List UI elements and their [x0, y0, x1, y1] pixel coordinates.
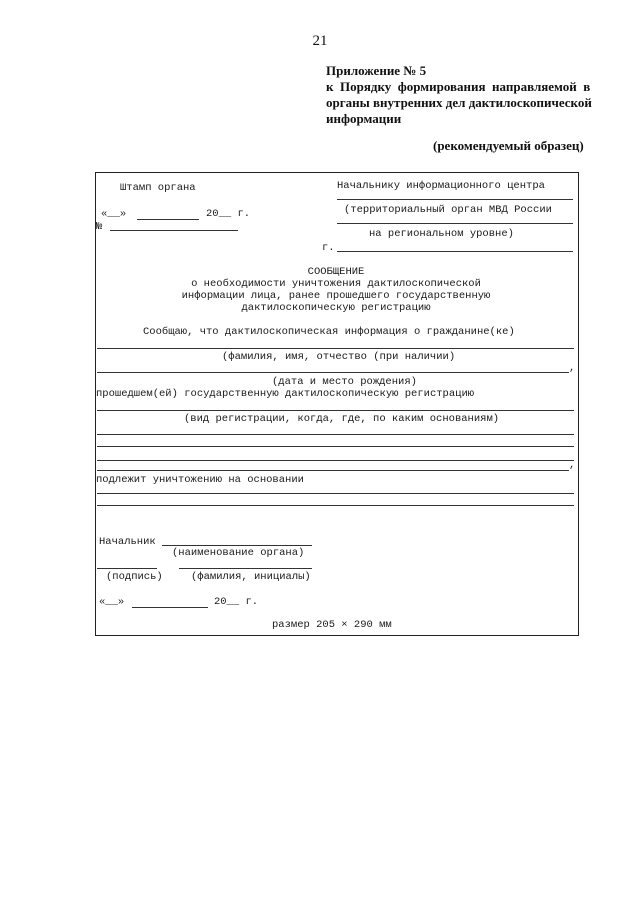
- date-bottom-month-line[interactable]: [132, 607, 208, 608]
- form-title: СООБЩЕНИЕ: [307, 266, 365, 278]
- date-year: 20__ г.: [206, 208, 251, 220]
- registration-input-line-3[interactable]: [97, 446, 574, 447]
- to-be-destroyed: подлежит уничтожению на основании: [96, 474, 304, 486]
- number-input-line[interactable]: [110, 230, 238, 231]
- statement: Сообщаю, что дактилоскопическая информация о гражданине(ке): [143, 326, 515, 338]
- addressee-line-1: Начальнику информационного центра: [337, 180, 545, 192]
- hint-name: (фамилия, инициалы): [191, 571, 311, 583]
- name-input-line[interactable]: [179, 568, 312, 569]
- form-subtitle-1: о необходимости уничтожения дактилоскопической: [191, 278, 481, 290]
- registration-input-line-5[interactable]: [97, 470, 569, 471]
- sample-note: (рекомендуемый образец): [433, 138, 584, 153]
- comma-1: ,: [569, 362, 576, 374]
- registration-input-line-2[interactable]: [97, 434, 574, 435]
- form-subtitle-2: информации лица, ранее прошедшего государственную: [181, 290, 491, 302]
- addressee-hint-1: (территориальный орган МВД России: [344, 204, 552, 216]
- addressee-input-line-1[interactable]: [337, 199, 573, 200]
- addressee-input-line-2[interactable]: [337, 223, 573, 224]
- form-frame: [95, 172, 579, 636]
- comma-2: ,: [569, 459, 576, 471]
- signature-input-line[interactable]: [97, 568, 157, 569]
- basis-input-line-1[interactable]: [97, 493, 574, 494]
- org-input-line[interactable]: [162, 545, 312, 546]
- registration-input-line-4[interactable]: [97, 460, 574, 461]
- appendix-line-2: органы внутренних дел дактилоскопической: [326, 95, 592, 110]
- fio-input-line[interactable]: [97, 348, 574, 349]
- birth-input-line[interactable]: [97, 372, 569, 373]
- form-subtitle-3: дактилоскопическую регистрацию: [241, 302, 431, 314]
- appendix-line-1: к Порядку формирования направляемой в: [326, 79, 591, 94]
- city-prefix: г.: [322, 242, 335, 254]
- stamp-label: Штамп органа: [120, 182, 196, 194]
- hint-birth: (дата и место рождения): [272, 376, 417, 388]
- chief-label: Начальник: [99, 536, 156, 548]
- city-input-line[interactable]: [337, 251, 573, 252]
- number-sign: №: [96, 221, 103, 233]
- hint-registration: (вид регистрации, когда, где, по каким основаниям): [184, 413, 500, 425]
- hint-fio: (фамилия, имя, отчество (при наличии): [222, 351, 456, 363]
- page-number: 21: [312, 33, 328, 49]
- addressee-hint-2: на региональном уровне): [369, 228, 514, 240]
- hint-org: (наименование органа): [172, 547, 305, 559]
- date-bottom-year: 20__ г.: [214, 596, 259, 608]
- date-day: «__»: [101, 208, 127, 220]
- date-bottom-day: «__»: [99, 596, 125, 608]
- size-note: размер 205 × 290 мм: [272, 619, 392, 631]
- appendix-title: Приложение № 5: [326, 63, 427, 78]
- appendix-line-3: информации: [326, 111, 402, 126]
- registration-input-line-1[interactable]: [97, 410, 574, 411]
- hint-signature: (подпись): [106, 571, 163, 583]
- date-month-line[interactable]: [137, 219, 199, 220]
- basis-input-line-2[interactable]: [97, 505, 574, 506]
- passed-registration: прошедшем(ей) государственную дактилоскопическую регистрацию: [96, 388, 475, 400]
